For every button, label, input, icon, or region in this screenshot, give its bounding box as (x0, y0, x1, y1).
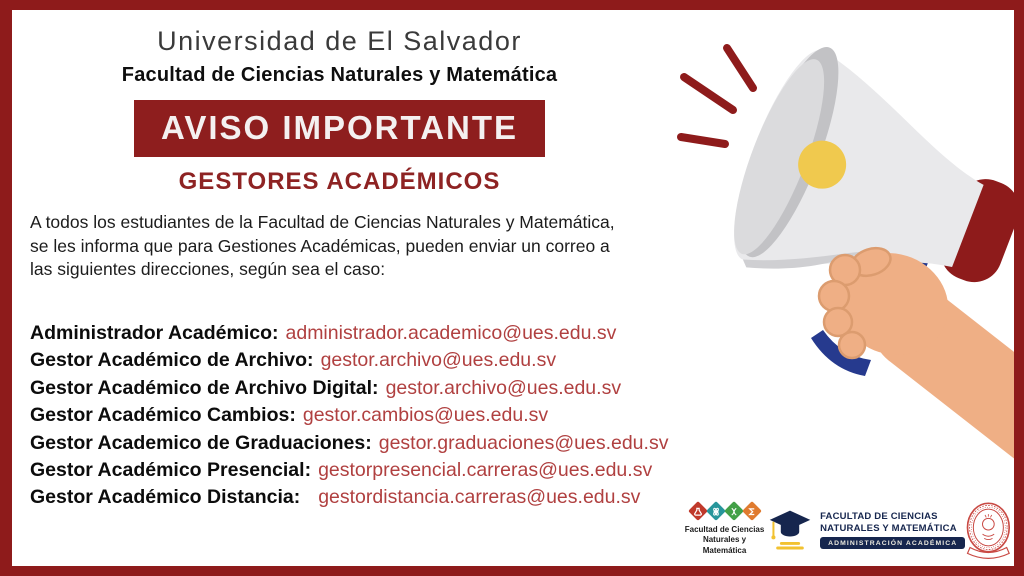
faculty-logo-caption-line: Facultad de Ciencias (684, 524, 765, 534)
contact-email: gestor.cambios@ues.edu.sv (302, 404, 549, 427)
ues-seal-icon (965, 497, 1012, 563)
contact-label: Administrador Académico: (30, 322, 279, 344)
contact-label: Gestor Académico de Archivo Digital: (30, 376, 379, 399)
graduation-cap-icon (767, 508, 813, 552)
contact-row (30, 430, 668, 457)
admin-logo-line: FACULTAD DE CIENCIAS (820, 510, 938, 522)
contact-label: Gestor Académico Cambios: (30, 404, 296, 427)
intro-line: las siguientes direcciones, según sea el caso: (30, 259, 386, 279)
faculty-logo (682, 504, 767, 556)
contact-email: gestor.graduaciones@ues.edu.sv (378, 431, 669, 454)
contact-label: Gestor Académico Distancia: (30, 486, 301, 509)
admin-badge: ADMINISTRACIÓN ACADÉMICA (820, 537, 965, 549)
sound-lines-icon (681, 48, 753, 144)
contact-email: gestordistancia.carreras@ues.edu.sv (318, 486, 641, 509)
footer-logos (682, 497, 1012, 563)
contact-row (30, 484, 668, 511)
admin-logo-line: NATURALES Y MATEMÁTICA (820, 522, 957, 534)
intro-line: A todos los estudiantes de la Facultad de Ciencias Naturales y Matemática, (30, 212, 615, 232)
faculty-logo-caption-line: Naturales y Matemática (702, 535, 747, 555)
contact-email: gestor.archivo@ues.edu.sv (385, 376, 622, 399)
important-notice-banner: AVISO IMPORTANTE (134, 100, 545, 157)
contact-label: Gestor Academico de Graduaciones: (30, 431, 372, 454)
contact-email: gestor.archivo@ues.edu.sv (320, 349, 557, 372)
contact-label: Gestor Académico de Archivo: (30, 349, 314, 372)
math-diamond-icon (742, 501, 762, 521)
faculty-subtitle: Facultad de Ciencias Naturales y Matemática (121, 64, 558, 86)
contact-label: Gestor Académico Presencial: (30, 459, 312, 482)
faculty-logo-diamonds (691, 504, 759, 518)
section-title: GESTORES ACADÉMICOS (178, 168, 501, 195)
contact-row (30, 320, 668, 347)
admin-logo-text (820, 511, 965, 550)
megaphone-announcement-icon (655, 8, 1014, 460)
contact-row (30, 347, 668, 374)
contact-row (30, 457, 668, 484)
admin-logo (767, 508, 965, 552)
chemistry-diamond-icon (688, 501, 708, 521)
contact-email: administrador.academico@ues.edu.sv (285, 322, 617, 344)
contacts-list (30, 320, 668, 512)
contact-email: gestorpresencial.carreras@ues.edu.sv (318, 459, 653, 482)
university-title: Universidad de El Salvador (157, 26, 522, 56)
physics-diamond-icon (706, 501, 726, 521)
header (12, 10, 667, 196)
intro-line: se les informa que para Gestiones Académicas, pueden enviar un correo a (30, 235, 610, 256)
faculty-logo-caption (682, 525, 767, 556)
contact-row (30, 375, 668, 402)
contact-row (30, 402, 668, 429)
intro-paragraph (30, 211, 695, 282)
biology-diamond-icon (724, 501, 744, 521)
